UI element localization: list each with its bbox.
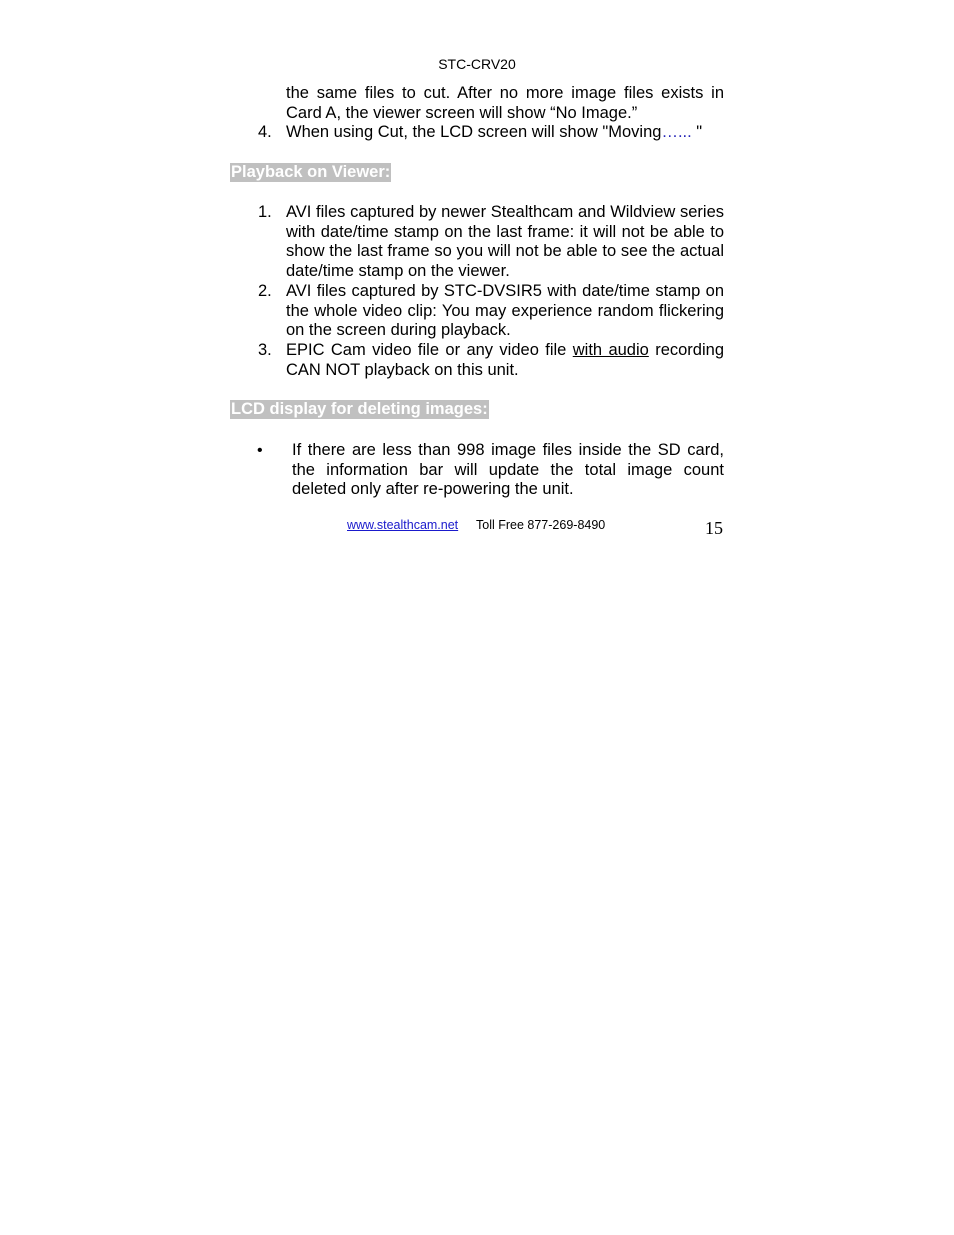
list-number: 4. — [258, 123, 272, 142]
bullet-icon: • — [257, 442, 263, 459]
lcd-bullet-list — [230, 441, 724, 500]
item4-text-end: " — [691, 123, 703, 142]
item4-text-start: When using Cut, the LCD screen will show "Moving — [286, 123, 662, 142]
list-item-text: AVI files captured by newer Stealthcam and Wildview series with date/time stamp on the last frame: it will not be able to show the last frame so you will not be able to see the actual date/time stamp on the viewer. — [286, 203, 724, 281]
continuation-block — [230, 84, 724, 143]
list-item — [230, 203, 724, 282]
list-item-text — [286, 341, 724, 380]
item3-text-end: recording CAN NOT playback on this unit. — [286, 340, 724, 379]
with-audio-underlined: with audio — [572, 340, 649, 359]
bullet-item — [230, 441, 724, 500]
toll-free-number: Toll Free 877-269-8490 — [476, 518, 606, 532]
section-heading-lcd: LCD display for deleting images: — [231, 400, 488, 418]
page-number: 15 — [705, 518, 723, 538]
website-link[interactable]: www.stealthcam.net — [347, 518, 459, 532]
continued-paragraph: the same files to cut. After no more image files exists in Card A, the viewer screen will show “No Image.” — [286, 84, 724, 122]
list-number: 1. — [258, 203, 272, 221]
list-item-text — [286, 123, 724, 143]
list-item — [230, 341, 724, 380]
bullet-text: If there are less than 998 image files inside the SD card, the information bar will update the total image count deleted only after re-powering the unit. — [292, 441, 724, 499]
list-item — [230, 282, 724, 341]
section-heading-playback: Playback on Viewer: — [231, 163, 391, 181]
list-number: 2. — [258, 281, 272, 300]
page-header: STC-CRV20 — [438, 56, 516, 72]
item3-text-start: EPIC Cam video file or any video file — [286, 340, 573, 359]
list-item-4 — [230, 123, 724, 143]
list-item-text: AVI files captured by STC-DVSIR5 with date/time stamp on the whole video clip: You may experience random flickering on the screen during playback. — [286, 281, 724, 340]
moving-ellipsis: …... — [661, 123, 692, 142]
list-number: 3. — [258, 340, 272, 359]
playback-list — [230, 203, 724, 380]
